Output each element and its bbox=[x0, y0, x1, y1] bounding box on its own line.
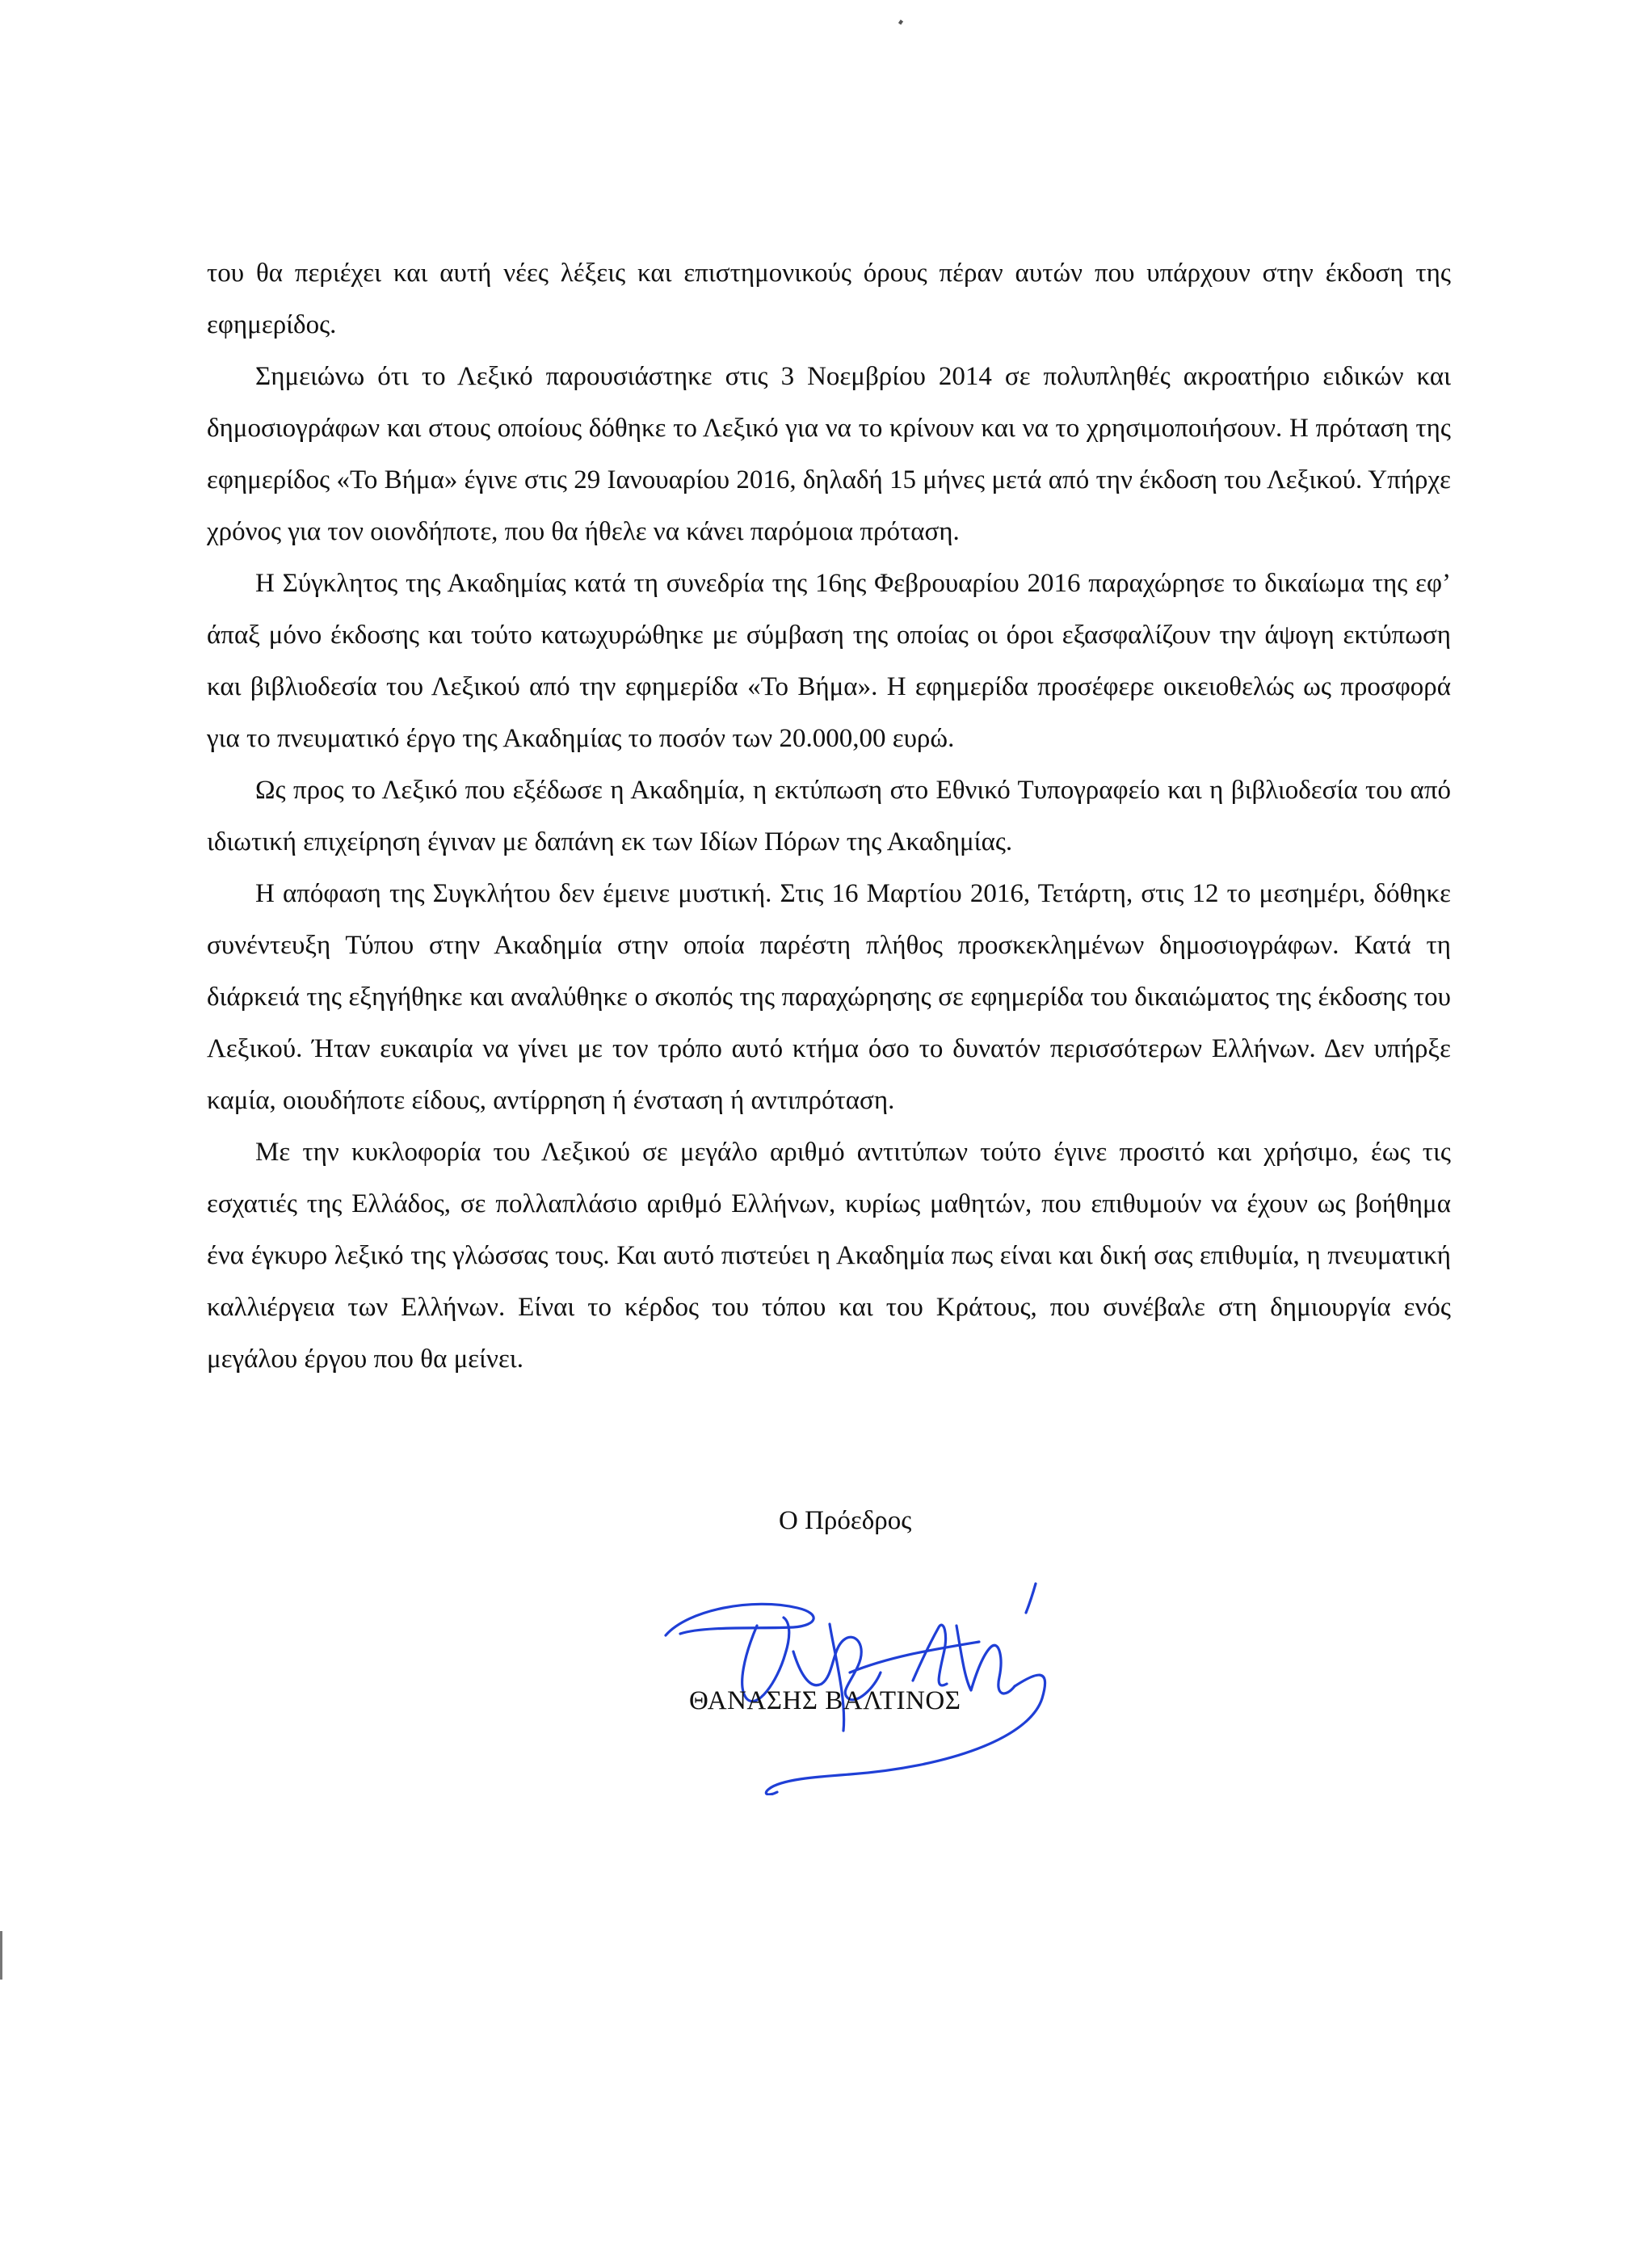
paragraph-continuation: του θα περιέχει και αυτή νέες λέξεις και επιστημονικούς όρους πέραν αυτών που υπάρχουν στην έκδοση της εφημερίδος. bbox=[207, 259, 1451, 339]
closing-title: Ο Πρόεδρος bbox=[779, 1506, 912, 1535]
paragraph-presentation: Σημειώνω ότι το Λεξικό παρουσιάστηκε στις 3 Νοεμβρίου 2014 σε πολυπληθές ακροατήριο ειδικών και δημοσιογράφων και στους οποίους δόθηκε το Λεξικό για να το κρίνουν και να το χρησιμοποιήσουν. Η πρόταση της εφημερίδος «Το Βήμα» έγινε στις 29 Ιανουαρίου 2016, δηλαδή 15 μήνες μετά από την έκδοση του Λεξικού. Υπήρχε χρόνος για τον οιονδήποτε, που θα ήθελε να κάνει παρόμοια πρόταση. bbox=[207, 362, 1451, 546]
paragraph-press-conference: Η απόφαση της Συγκλήτου δεν έμεινε μυστική. Στις 16 Μαρτίου 2016, Τετάρτη, στις 12 το μεσημέρι, δόθηκε συνέντευξη Τύπου στην Ακαδημία στην οποία παρέστη πλήθος προσκεκλημένων δημοσιογράφων. Κατά τη διάρκειά της εξηγήθηκε και αναλύθηκε ο σκοπός της παραχώρησης σε εφημερίδα του δικαιώματος της έκδοσης του Λεξικού. Ήταν ευκαιρία να γίνει με τον τρόπο αυτό κτήμα όσο το δυνατόν περισσότερων Ελλήνων. Δεν υπήρξε καμία, οιουδήποτε είδους, αντίρρηση ή ένσταση ή αντιπρόταση. bbox=[207, 879, 1451, 1115]
letter-body bbox=[207, 247, 1451, 1385]
paragraph-printing-costs: Ως προς το Λεξικό που εξέδωσε η Ακαδημία, η εκτύπωση στο Εθνικό Τυπογραφείο και η βιβλιοδεσία του από ιδιωτική επιχείρηση έγιναν με δαπάνη εκ των Ιδίων Πόρων της Ακαδημίας. bbox=[207, 776, 1451, 856]
scan-speck bbox=[898, 19, 903, 24]
scan-edge-mark bbox=[0, 1931, 2, 1980]
paragraph-circulation: Με την κυκλοφορία του Λεξικού σε μεγάλο αριθμό αντιτύπων τούτο έγινε προσιτό και χρήσιμο, έως τις εσχατιές της Ελλάδος, σε πολλαπλάσιο αριθμό Ελλήνων, κυρίως μαθητών, που επιθυμούν να έχουν ως βοήθημα ένα έγκυρο λεξικό της γλώσσας τους. Και αυτό πιστεύει η Ακαδημία πως είναι και δική σας επιθυμία, η πνευματική καλλιέργεια των Ελλήνων. Είναι το κέρδος του τόπου και του Κράτους, που συνέβαλε στη δημιουργία ενός μεγάλου έργου που θα μείνει. bbox=[207, 1138, 1451, 1374]
signer-name: ΘΑΝΑΣΗΣ ΒΑΛΤΙΝΟΣ bbox=[689, 1686, 961, 1715]
paragraph-senate-decision: Η Σύγκλητος της Ακαδημίας κατά τη συνεδρία της 16ης Φεβρουαρίου 2016 παραχώρησε το δικαίωμα της εφ’ άπαξ μόνο έκδοσης και τούτο κατωχυρώθηκε με σύμβαση της οποίας οι όροι εξασφαλίζουν την άψογη εκτύπωση και βιβλιοδεσία του Λεξικού από την εφημερίδα «Το Βήμα». Η εφημερίδα προσέφερε οικειοθελώς ως προσφορά για το πνευματικό έργο της Ακαδημίας το ποσόν των 20.000,00 ευρώ. bbox=[207, 569, 1451, 753]
